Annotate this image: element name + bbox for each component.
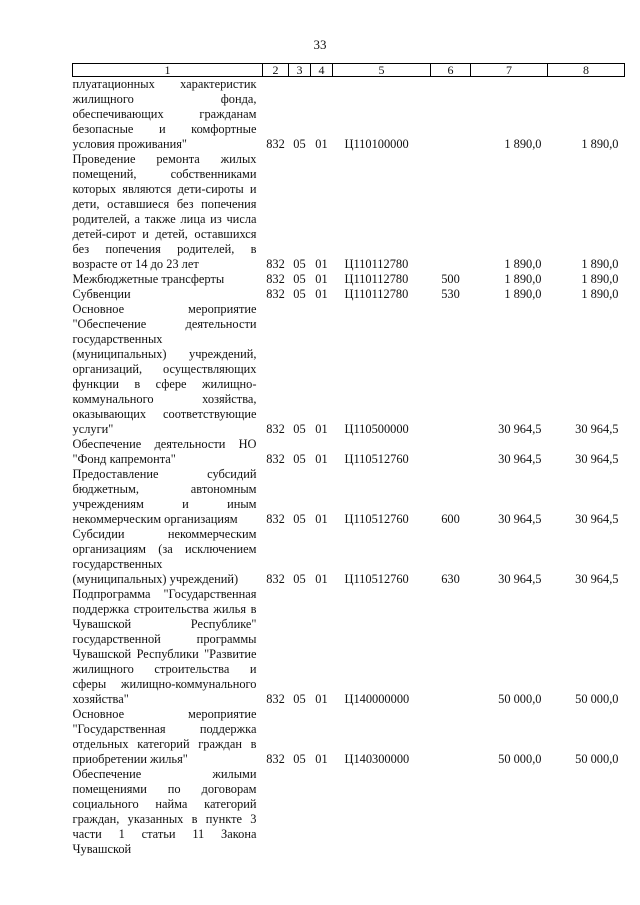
row-name: Основное мероприятие "Обеспечение деятельности государственных (муниципальных) учреждений, организаций, осуществляющих функции в сфере жилищно-коммунального хозяйства, оказывающих соответствующие услуги"	[72, 302, 257, 436]
amount-2019: 1 890,0	[504, 257, 542, 271]
table-row	[73, 302, 625, 437]
amount-2019: 1 890,0	[504, 272, 542, 286]
amount-2020: 30 964,5	[575, 512, 619, 526]
section-code: 05	[293, 452, 306, 466]
column-header: 1	[73, 64, 263, 77]
table-row	[73, 77, 625, 153]
section-code: 05	[293, 692, 306, 706]
column-header: 6	[431, 64, 471, 77]
target-article-code: Ц110512760	[344, 512, 409, 526]
subsection-code: 01	[315, 572, 328, 586]
target-article-code: Ц110100000	[344, 137, 409, 151]
amount-2019: 30 964,5	[498, 452, 542, 466]
amount-2020: 1 890,0	[581, 137, 619, 151]
amount-2019: 1 890,0	[504, 137, 542, 151]
expense-type-code	[431, 767, 471, 857]
section-code	[289, 767, 311, 857]
amount-2020: 30 964,5	[575, 452, 619, 466]
amount-2019: 50 000,0	[498, 752, 542, 766]
subsection-code: 01	[315, 137, 328, 151]
row-name: Субвенции	[72, 287, 131, 301]
section-code: 05	[293, 422, 306, 436]
table-row	[73, 767, 625, 857]
amount-2020: 1 890,0	[581, 287, 619, 301]
table-row	[73, 272, 625, 287]
expense-type-code	[431, 707, 471, 767]
target-article-code: Ц110512760	[344, 452, 409, 466]
amount-2020: 50 000,0	[575, 692, 619, 706]
amount-2020	[548, 767, 625, 857]
table-row	[73, 587, 625, 707]
table-row	[73, 707, 625, 767]
row-name: Межбюджетные трансферты	[72, 272, 225, 286]
section-code: 05	[293, 257, 306, 271]
ministry-code: 832	[266, 572, 285, 586]
target-article-code: Ц110512760	[344, 572, 409, 586]
subsection-code	[311, 767, 333, 857]
subsection-code: 01	[315, 692, 328, 706]
ministry-code	[263, 767, 289, 857]
column-header: 5	[333, 64, 431, 77]
expense-type-code: 630	[441, 572, 460, 586]
subsection-code: 01	[315, 257, 328, 271]
table-row	[73, 437, 625, 467]
ministry-code: 832	[266, 452, 285, 466]
column-header: 3	[289, 64, 311, 77]
amount-2019: 1 890,0	[504, 287, 542, 301]
budget-table	[72, 63, 625, 857]
row-name: плуатационных характеристик жилищного фонда, обеспечивающих гражданам безопасные и комфортные условия проживания"	[72, 77, 257, 151]
amount-2019: 30 964,5	[498, 422, 542, 436]
subsection-code: 01	[315, 452, 328, 466]
column-header: 8	[548, 64, 625, 77]
subsection-code: 01	[315, 287, 328, 301]
amount-2020: 1 890,0	[581, 272, 619, 286]
column-header: 4	[311, 64, 333, 77]
ministry-code: 832	[266, 422, 285, 436]
section-code: 05	[293, 137, 306, 151]
amount-2020: 1 890,0	[581, 257, 619, 271]
expense-type-code: 600	[441, 512, 460, 526]
target-article-code: Ц140300000	[344, 752, 410, 766]
ministry-code: 832	[266, 512, 285, 526]
section-code: 05	[293, 572, 306, 586]
ministry-code: 832	[266, 287, 285, 301]
expense-type-code	[431, 152, 471, 272]
row-name: Основное мероприятие "Государственная поддержка отдельных категорий граждан в приобретении жилья"	[72, 707, 257, 766]
section-code: 05	[293, 272, 306, 286]
expense-type-code: 530	[441, 287, 460, 301]
row-name: Проведение ремонта жилых помещений, собственниками которых являются дети-сироты и дети, оставшиеся без попечения родителей, а также лица из числа детей-сирот и детей, оставшихся без попечения родителей, в возрасте от 14 до 23 лет	[72, 152, 257, 271]
expense-type-code	[431, 77, 471, 153]
ministry-code: 832	[266, 257, 285, 271]
table-row	[73, 287, 625, 302]
expense-type-code	[431, 302, 471, 437]
target-article-code	[333, 767, 431, 857]
row-name: Предоставление субсидий бюджетным, автономным учреждениям и иным некоммерческим организациям	[72, 467, 257, 526]
target-article-code: Ц110500000	[344, 422, 409, 436]
expense-type-code: 500	[441, 272, 460, 286]
target-article-code: Ц110112780	[344, 257, 409, 271]
ministry-code: 832	[266, 692, 285, 706]
column-header: 2	[263, 64, 289, 77]
ministry-code: 832	[266, 137, 285, 151]
section-code: 05	[293, 512, 306, 526]
amount-2019: 50 000,0	[498, 692, 542, 706]
expense-type-code	[431, 587, 471, 707]
table-row	[73, 152, 625, 272]
subsection-code: 01	[315, 752, 328, 766]
section-code: 05	[293, 287, 306, 301]
amount-2020: 30 964,5	[575, 422, 619, 436]
expense-type-code	[431, 437, 471, 467]
page-number: 33	[313, 37, 327, 52]
row-name: Обеспечение деятельности НО "Фонд капремонта"	[72, 437, 257, 466]
table-row	[73, 527, 625, 587]
target-article-code: Ц140000000	[344, 692, 410, 706]
row-name: Обеспечение жилыми помещениями по договорам социального найма категорий граждан, указанных в пункте 3 части 1 статьи 11 Закона Чувашской	[72, 767, 257, 856]
column-header: 7	[471, 64, 548, 77]
row-name: Субсидии некоммерческим организациям (за исключением государственных (муниципальных) учреждений)	[72, 527, 257, 586]
row-name: Подпрограмма "Государственная поддержка строительства жилья в Чувашской Республике" государственной программы Чувашской Республики "Развитие жилищного строительства и сферы жилищно-коммунального хозяйства"	[72, 587, 257, 706]
subsection-code: 01	[315, 512, 328, 526]
section-code: 05	[293, 752, 306, 766]
table-row	[73, 467, 625, 527]
amount-2019: 30 964,5	[498, 572, 542, 586]
target-article-code: Ц110112780	[344, 272, 409, 286]
subsection-code: 01	[315, 422, 328, 436]
ministry-code: 832	[266, 752, 285, 766]
ministry-code: 832	[266, 272, 285, 286]
amount-2020: 30 964,5	[575, 572, 619, 586]
amount-2019: 30 964,5	[498, 512, 542, 526]
target-article-code: Ц110112780	[344, 287, 409, 301]
amount-2020: 50 000,0	[575, 752, 619, 766]
subsection-code: 01	[315, 272, 328, 286]
column-number-row	[73, 64, 625, 77]
amount-2019	[471, 767, 548, 857]
